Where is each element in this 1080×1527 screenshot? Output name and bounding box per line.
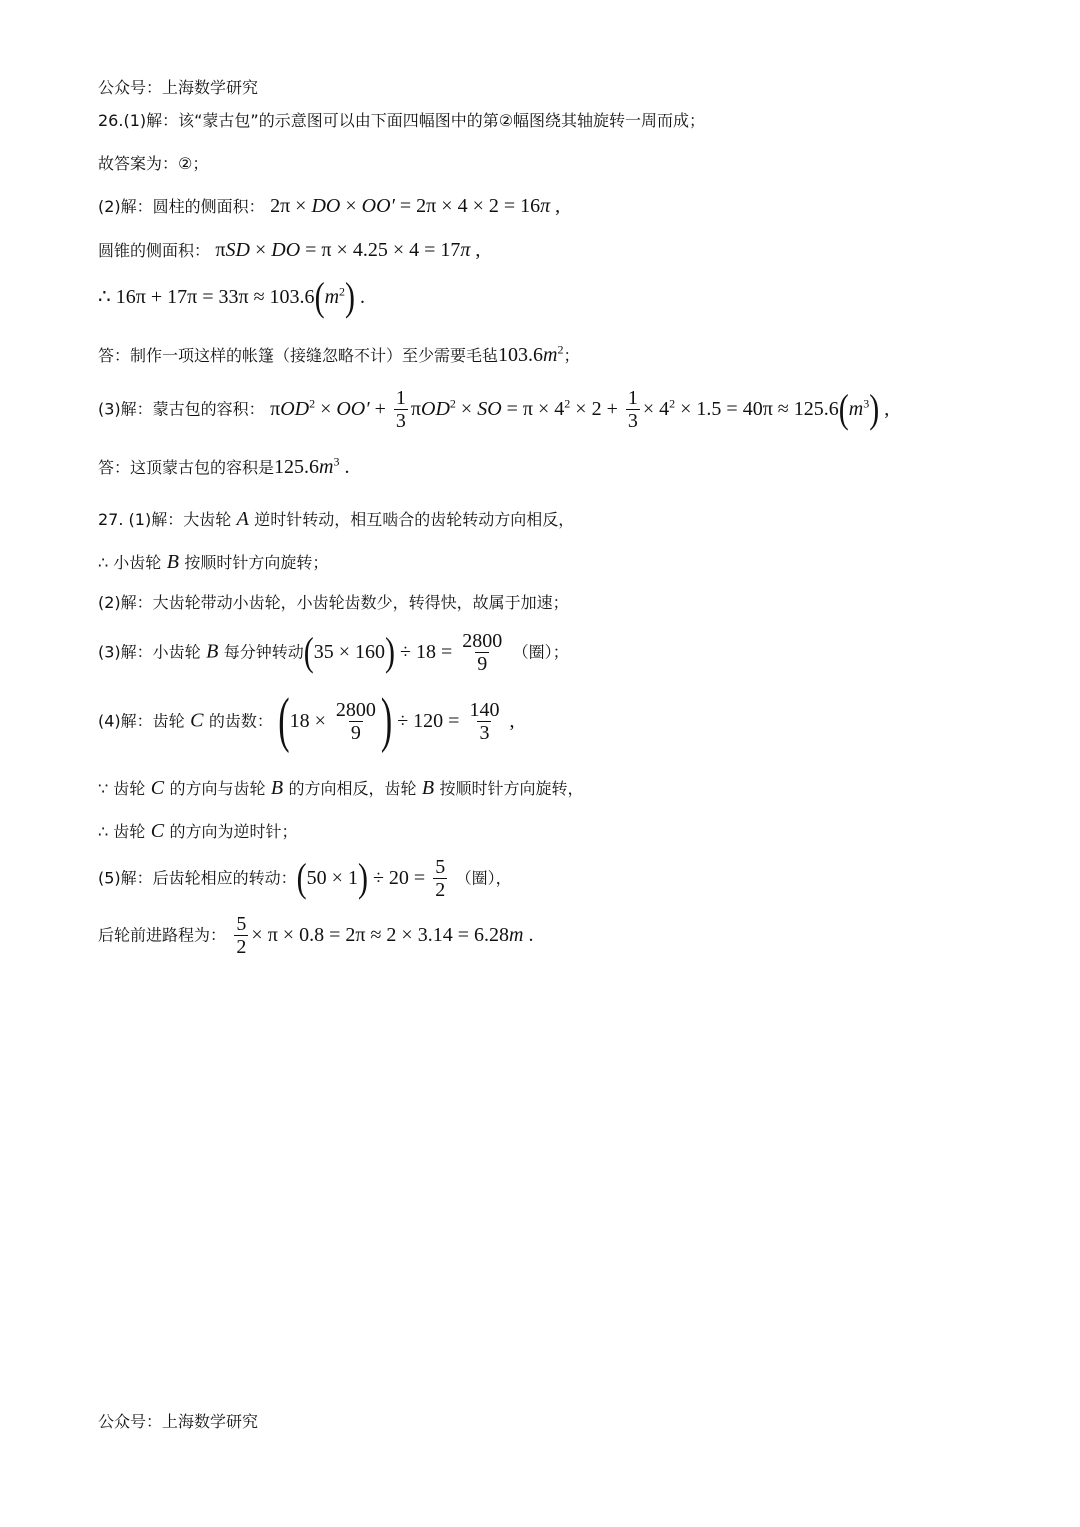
unit-circle: （圈） — [512, 642, 553, 662]
q27-part3-label: (3)解：小齿轮 — [98, 642, 201, 662]
formula-total-area: ∴ $16\pi + 17\pi = 33\pi \approx 103.6(m^2)$ . — [98, 275, 366, 320]
formula-cylinder-area: 2π × DO × OO′ = 2π × 4 × 2 = 16π , — [270, 195, 561, 217]
var-C: C — [150, 777, 165, 799]
q26-part2-answer-label: 答：制作一项这样的帐篷（接缝忽略不计）至少需要毛毡 — [98, 346, 499, 365]
q27-part5-label: (5)解：后齿轮相应的转动： — [98, 868, 297, 888]
q27-part5 — [98, 857, 512, 901]
q26-part3-answer-label: 答：这顶蒙古包的容积是 — [98, 458, 275, 477]
q26-part3-label: (3)解：蒙古包的容积： — [98, 399, 265, 419]
page-footer: 公众号：上海数学研究 — [98, 1412, 259, 1431]
q27-part5b-label: 后轮前进路程为： — [98, 925, 227, 945]
q27-part5-distance — [98, 914, 533, 958]
q26-part1: 26.(1)解：该“蒙古包”的示意图可以由下面四幅图中的第②幅图绕其轴旋转一周而成； — [98, 111, 706, 130]
q26-part2-cone — [98, 240, 480, 260]
q27-part4 — [98, 687, 515, 755]
var-B: B — [166, 551, 179, 573]
var-B: B — [421, 777, 435, 799]
q26-part2-sum — [98, 275, 366, 320]
q27-part1 — [98, 509, 574, 529]
formula-distance: $\frac{5}{2}$ × π × 0.8 = 2π ≈ 2 × 3.14 = 6.28m . — [236, 913, 534, 958]
q27-part4c-text-2: 的方向为逆时针； — [169, 822, 298, 841]
q27-part4c-text-1: ∴ 齿轮 — [98, 822, 146, 841]
formula-rear-rotations: (50 × 1) ÷ 20 = $\frac{5}{2}$ — [296, 856, 446, 901]
q26-part2-cylinder — [98, 196, 560, 216]
formula-teeth-C: (18 × $\frac{2800}{9}$ ) ÷ 120 = $\frac{140}{3}$ , — [278, 687, 515, 755]
q27-part4b-text-4: 按顺时针方向旋转， — [439, 779, 584, 798]
q26-part3-answer — [98, 454, 350, 478]
var-C: C — [190, 709, 204, 732]
q26-part3 — [98, 388, 889, 432]
q26-part2-answer: 答：制作一项这样的帐篷（接缝忽略不计）至少需要毛毡$103.6m^2$； — [98, 342, 580, 366]
q27-part1-conclusion — [98, 552, 328, 572]
q27-part4-rest: 的齿数： — [208, 711, 273, 731]
q26-part1-answer: 故答案为：②； — [98, 154, 209, 173]
q27-part1-label: 27. (1)解：大齿轮 — [98, 510, 232, 529]
q27-part4b-text-2: 的方向与齿轮 — [169, 779, 266, 798]
q27-part1-rest: 逆时针转动，相互啮合的齿轮转动方向相反， — [254, 510, 575, 529]
q26-part3-answer-value: $125.6m^3$ . — [274, 454, 350, 478]
q27-part3: (3)解：小齿轮 B 每分钟转动(35 × 160) ÷ 18 = $\frac{2800}{9}$ （圈）； — [98, 630, 569, 675]
q27-part3-rest: 每分钟转动 — [223, 642, 304, 662]
q26-part2b-label: 圆锥的侧面积： — [98, 241, 211, 260]
q27-part2: (2)解：大齿轮带动小齿轮，小齿轮齿数少，转得快，故属于加速； — [98, 593, 569, 612]
q27-part1b-label: ∴ 小齿轮 — [98, 553, 162, 572]
page-header: 公众号：上海数学研究 — [98, 78, 259, 97]
q27-part4-reason — [98, 778, 584, 798]
var-B: B — [206, 640, 219, 663]
formula-volume: πOD$^2$ × OO′ + $\frac{1}{3}$ πOD$^2$ × SO = $\pi \times 4^2 \times 2$ + $\frac{1}{3}$ × $4^2 \times 1.5 = 40\pi \approx 125.6(m^3)$ , — [270, 387, 890, 432]
formula-cone-area: πSD × DO = π × 4.25 × 4 = 17π , — [215, 239, 481, 261]
q26-part2-label: (2)解：圆柱的侧面积： — [98, 197, 265, 216]
var-B: B — [270, 777, 284, 799]
unit-circle: （圈）， — [455, 868, 512, 888]
q27-part4b-text-3: 的方向相反，齿轮 — [288, 779, 417, 798]
var-A: A — [236, 508, 249, 530]
q26-part2-answer-value: $103.6m^2$ — [498, 342, 564, 366]
var-C: C — [150, 820, 165, 842]
formula-rotations-B: (35 × 160) ÷ 18 = $\frac{2800}{9}$ — [303, 630, 503, 675]
q27-part4-label: (4)解：齿轮 — [98, 711, 185, 731]
q27-part4-conclusion — [98, 821, 297, 841]
q27-part4b-text-1: ∵ 齿轮 — [98, 779, 146, 798]
q27-part1b-rest: 按顺时针方向旋转； — [184, 553, 329, 572]
